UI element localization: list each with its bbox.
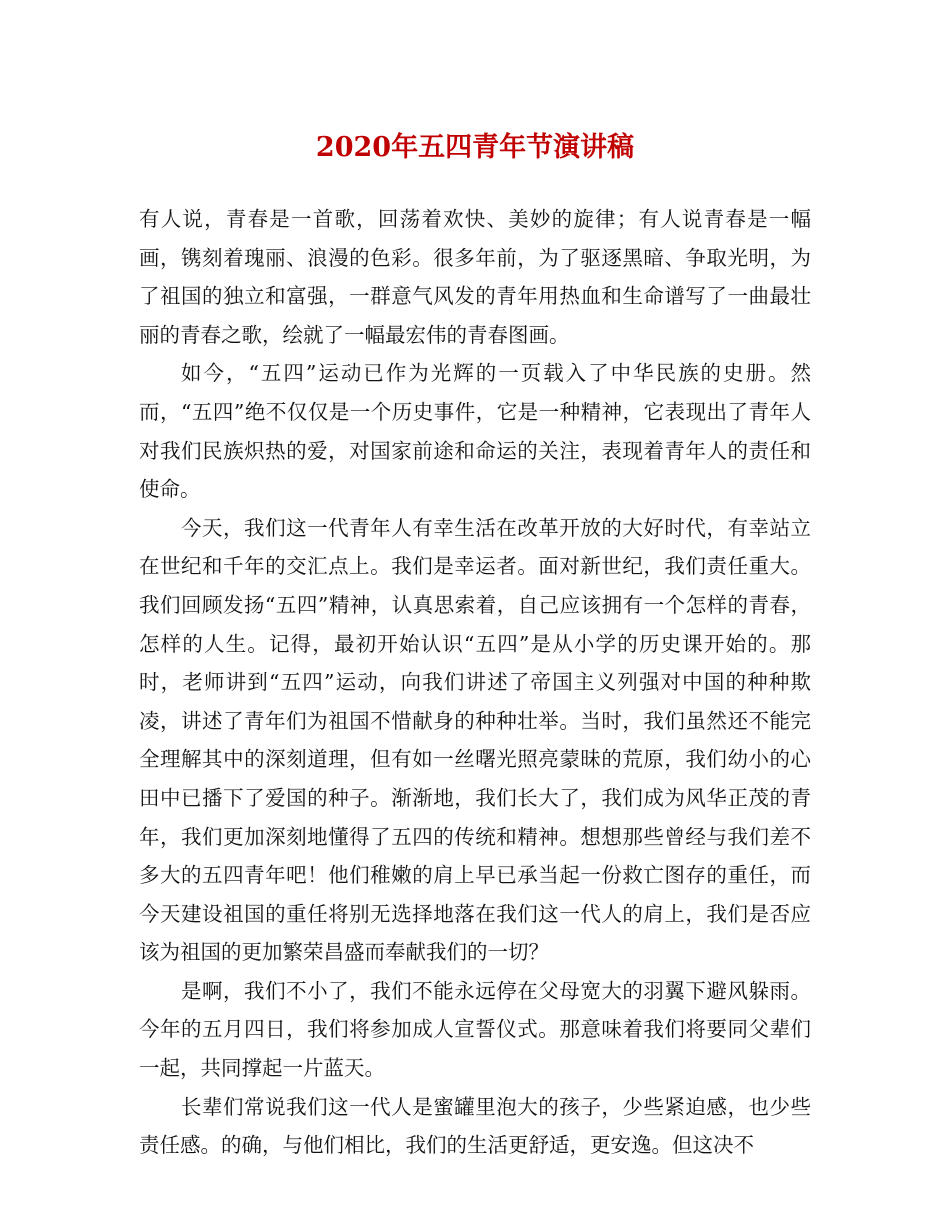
paragraph-5: 长辈们常说我们这一代人是蜜罐里泡大的孩子，少些紧迫感，也少些责任感。的确，与他们相比，我们的生活更舒适，更安逸。但这决不 bbox=[139, 1094, 811, 1158]
paragraph-3: 今天，我们这一代青年人有幸生活在改革开放的大好时代，有幸站立在世纪和千年的交汇点上。我们是幸运者。面对新世纪，我们责任重大。我们回顾发扬“五四”精神，认真思索着，自己应该拥有一个怎样的青春，怎样的人生。记得，最初开始认识“五四”是从小学的历史课开始的。那时，老师讲到“五四”运动，向我们讲述了帝国主义列强对中国的种种欺凌，讲述了青年们为祖国不惜献身的种种壮举。当时，我们虽然还不能完全理解其中的深刻道理，但有如一丝曙光照亮蒙昧的荒原，我们幼小的心田中已播下了爱国的种子。渐渐地，我们长大了，我们成为风华正茂的青年，我们更加深刻地懂得了五四的传统和精神。想想那些曾经与我们差不多大的五四青年吧！他们稚嫩的肩上早已承当起一份救亡图存的重任，而今天建设祖国的重任将别无选择地落在我们这一代人的肩上，我们是否应该为祖国的更加繁荣昌盛而奉献我们的一切？ bbox=[139, 515, 811, 965]
document-title: 2020年五四青年节演讲稿 bbox=[315, 132, 635, 163]
paragraph-2: 如今，“五四”运动已作为光辉的一页载入了中华民族的史册。然而，“五四”绝不仅仅是一个历史事件，它是一种精神，它表现出了青年人对我们民族炽热的爱，对国家前途和命运的关注，表现着青年人的责任和使命。 bbox=[139, 361, 811, 502]
paragraph-4: 是啊，我们不小了，我们不能永远停在父母宽大的羽翼下避风躲雨。今年的五月四日，我们将参加成人宣誓仪式。那意味着我们将要同父辈们一起，共同撑起一片蓝天。 bbox=[139, 978, 811, 1081]
document-body bbox=[139, 200, 811, 1165]
paragraph-1: 有人说，青春是一首歌，回荡着欢快、美妙的旋律；有人说青春是一幅画，镌刻着瑰丽、浪漫的色彩。很多年前，为了驱逐黑暗、争取光明，为了祖国的独立和富强，一群意气风发的青年用热血和生命谱写了一曲最壮丽的青春之歌，绘就了一幅最宏伟的青春图画。 bbox=[139, 207, 811, 347]
